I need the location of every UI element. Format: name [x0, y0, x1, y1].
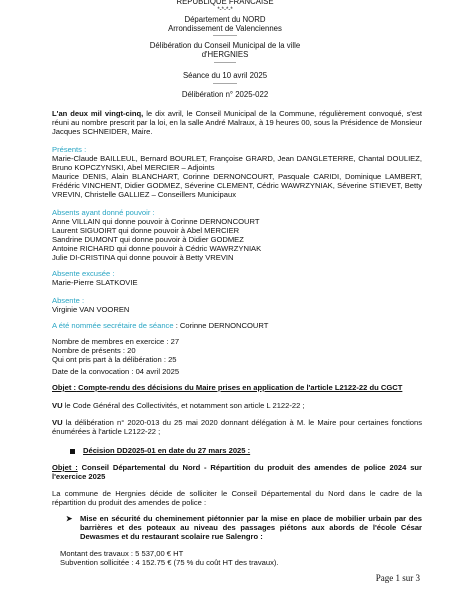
town-name: d'HERGNIES — [201, 50, 249, 59]
intro-text: le dix avril, le Conseil Municipal de la Commune, régulièrement convoqué, s'est réuni au nombre prescrit par la loi, en la salle André Malraux, à 19 heures 00, sous la Présidence de Monsieur Jacques SCHNEIDER, Maire. — [52, 109, 422, 136]
decision-title: Décision DD2025-01 en date du 27 mars 2025 : — [83, 446, 251, 455]
secretary-label: A été nommée secrétaire de séance — [52, 321, 174, 330]
convocation-date: Date de la convocation : 04 avril 2025 — [52, 367, 180, 376]
vu-2-lead: VU — [52, 418, 63, 427]
object-2-label: Objet : — [52, 463, 78, 472]
excused-label: Absente excusée : — [52, 269, 115, 278]
seance-date: Séance du 10 avril 2025 — [182, 71, 268, 80]
vu-2-text: la délibération n° 2020-013 du 25 mai 2020 donnant délégation à M. le Maire pour certaines fonctions énumérées à l'article L2122-22 ; — [52, 418, 422, 436]
proxy-item: Julie DI-CRISTINA qui donne pouvoir à Betty VREVIN — [52, 252, 234, 262]
works-amount: Montant des travaux : 5 537,00 € HT — [60, 549, 184, 558]
presents-section — [52, 146, 422, 200]
page-number: Page 1 sur 3 — [375, 573, 420, 583]
proxies-section — [52, 209, 422, 263]
separator-3: ------------ — [213, 81, 237, 87]
subsidy-amount: Subvention sollicitée : 4 152.75 € (75 % du coût HT des travaux). — [60, 557, 279, 567]
arrow-bullet-icon: ➤ — [66, 514, 73, 523]
deliberation-title: Délibération du Conseil Municipal de la ville — [149, 41, 301, 50]
present-count: Nombre de présents : 20 — [52, 345, 136, 355]
stars-separator: *-*-*-* — [217, 7, 233, 13]
vu-2 — [52, 419, 422, 437]
object-2-text: Conseil Départemental du Nord - Répartition du produit des amendes de police 2024 sur l'exercice 2025 — [52, 463, 423, 481]
republic-heading: REPUBLIQUE FRANCAISE — [176, 0, 274, 6]
proxy-item: Sandrine DUMONT qui donne pouvoir à Didier GODMEZ — [52, 234, 244, 244]
request-paragraph: La commune de Hergnies décide de solliciter le Conseil Départemental du Nord dans le cadre de la répartition du produit des amendes de police : — [52, 489, 422, 507]
absent-name: Virginie VAN VOOREN — [52, 304, 130, 314]
excused-name: Marie-Pierre SLATKOVIE — [52, 277, 138, 287]
presents-conseillers: Maurice DENIS, Alain BLANCHART, Corinne DERNONCOURT, Pasquale CARIDI, Dominique LAMBERT, Frédéric VINCHENT, Didier GODMEZ, Séverine CLEMENT, Cédric WAWRZYNIAK, Séverine STIEVET, Betty VREVIN, Christelle GALLIEZ – Conseillers Municipaux — [52, 171, 422, 199]
secretary-name: : Corinne DERNONCOURT — [173, 321, 269, 330]
measure-text: Mise en sécurité du cheminement piétonnier par la mise en place de mobilier urbain par des barrières et des poteaux au niveau des passages piétons aux abords de l'école César Dewasmes et du restaurant scolaire rue Salengro : — [80, 514, 422, 541]
vu-1 — [52, 402, 422, 411]
separator-2: ----------- — [214, 60, 236, 66]
department-line: Département du NORD — [184, 15, 266, 24]
object-1-label: Objet : — [52, 383, 77, 392]
proxy-item: Anne VILLAIN qui donne pouvoir à Corinne DERNONCOURT — [52, 216, 260, 226]
presents-label: Présents : — [52, 145, 87, 154]
proxies-label: Absents ayant donné pouvoir : — [52, 208, 155, 217]
intro-lead: L'an deux mil vingt-cinq, — [52, 109, 144, 118]
arrondissement-line: Arrondissement de Valenciennes — [168, 24, 282, 33]
secretary-line — [52, 322, 422, 331]
separator-1: ------------ — [213, 33, 237, 39]
object-1 — [52, 384, 422, 393]
members-count: Nombre de membres en exercice : 27 — [52, 337, 180, 346]
object-1-text: Compte-rendu des décisions du Maire prises en application de l'article L2122-22 du CGCT — [76, 383, 403, 392]
presents-adjoints: Marie-Claude BAILLEUL, Bernard BOURLET, Françoise GRARD, Jean DANGLETERRE, Chantal DOULIEZ, Bruno KOPCZYNSKI, Abel MERCIER – Adjoints — [52, 153, 422, 172]
vu-1-text: le Code Général des Collectivités, et notamment son article L 2122-22 ; — [62, 401, 305, 410]
excused-section — [52, 270, 422, 288]
square-bullet-icon — [70, 449, 75, 454]
intro-paragraph — [52, 110, 422, 137]
absent-label: Absente : — [52, 296, 85, 305]
proxy-item: Laurent SIGUOIRT qui donne pouvoir à Abel MERCIER — [52, 225, 240, 235]
amounts-section — [60, 550, 430, 568]
measure-item — [66, 514, 422, 542]
absent-section — [52, 297, 422, 315]
voters-count: Qui ont pris part à la délibération : 25 — [52, 354, 177, 364]
proxy-item: Antoine RICHARD qui donne pouvoir à Cédric WAWRZYNIAK — [52, 243, 262, 253]
object-2 — [52, 464, 422, 482]
deliberation-number: Délibération n° 2025-022 — [181, 90, 269, 99]
counts-section — [52, 338, 422, 365]
vu-1-lead: VU — [52, 401, 63, 410]
decision-line — [70, 447, 410, 456]
